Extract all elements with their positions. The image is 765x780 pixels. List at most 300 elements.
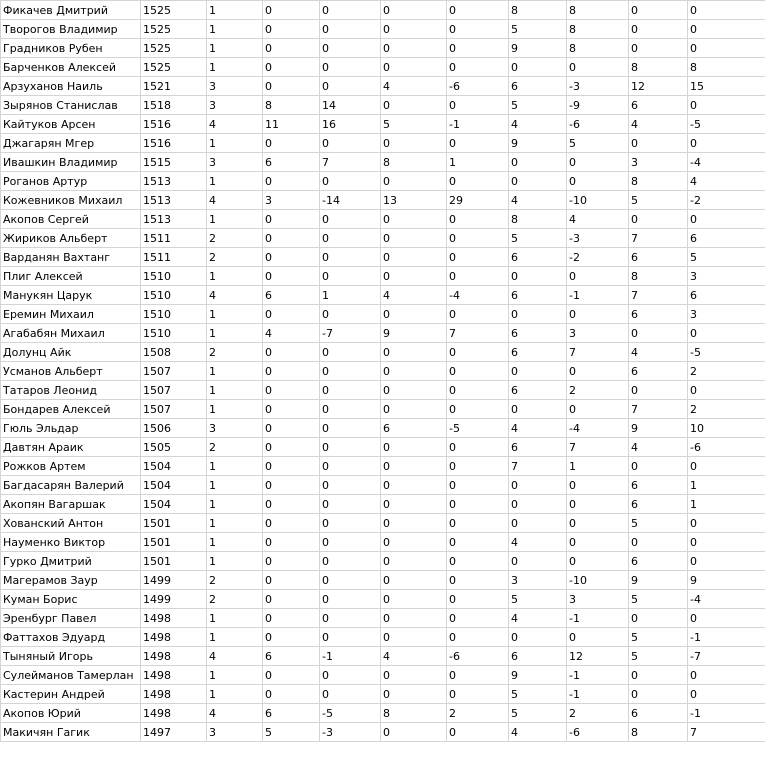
col-5-cell[interactable]: 0 (320, 609, 381, 628)
col-8-cell[interactable]: 6 (509, 248, 567, 267)
player-name-cell[interactable]: Манукян Царук (1, 286, 141, 305)
player-name-cell[interactable]: Гюль Эльдар (1, 419, 141, 438)
table-row[interactable] (1, 400, 765, 419)
col-8-cell[interactable]: 5 (509, 96, 567, 115)
col-9-cell[interactable]: 5 (567, 134, 629, 153)
col-8-cell[interactable]: 6 (509, 77, 567, 96)
col-11-cell[interactable]: 6 (688, 229, 765, 248)
player-name-cell[interactable]: Фикачев Дмитрий (1, 1, 141, 20)
col-9-cell[interactable]: -2 (567, 248, 629, 267)
col-4-cell[interactable]: 0 (263, 39, 320, 58)
col-8-cell[interactable]: 6 (509, 647, 567, 666)
rating-cell[interactable]: 1504 (141, 457, 207, 476)
col-11-cell[interactable]: -1 (688, 704, 765, 723)
col-4-cell[interactable]: 0 (263, 134, 320, 153)
col-8-cell[interactable]: 5 (509, 590, 567, 609)
col-4-cell[interactable]: 0 (263, 229, 320, 248)
col-7-cell[interactable]: 0 (447, 20, 509, 39)
col-5-cell[interactable]: 0 (320, 248, 381, 267)
col-3-cell[interactable]: 4 (207, 647, 263, 666)
table-row[interactable] (1, 96, 765, 115)
col-3-cell[interactable]: 1 (207, 172, 263, 191)
col-3-cell[interactable]: 1 (207, 552, 263, 571)
col-4-cell[interactable]: 0 (263, 248, 320, 267)
col-6-cell[interactable]: 0 (381, 134, 447, 153)
col-8-cell[interactable]: 9 (509, 39, 567, 58)
col-10-cell[interactable]: 0 (629, 39, 688, 58)
col-11-cell[interactable]: 6 (688, 286, 765, 305)
player-name-cell[interactable]: Жириков Альберт (1, 229, 141, 248)
col-7-cell[interactable]: 0 (447, 723, 509, 742)
col-7-cell[interactable]: 0 (447, 267, 509, 286)
col-7-cell[interactable]: 0 (447, 571, 509, 590)
col-9-cell[interactable]: 2 (567, 381, 629, 400)
player-name-cell[interactable]: Макичян Гагик (1, 723, 141, 742)
col-4-cell[interactable]: 0 (263, 571, 320, 590)
table-row[interactable] (1, 381, 765, 400)
col-3-cell[interactable]: 1 (207, 476, 263, 495)
col-3-cell[interactable]: 4 (207, 704, 263, 723)
col-6-cell[interactable]: 4 (381, 647, 447, 666)
col-10-cell[interactable]: 0 (629, 20, 688, 39)
table-row[interactable] (1, 438, 765, 457)
col-6-cell[interactable]: 0 (381, 495, 447, 514)
col-3-cell[interactable]: 1 (207, 362, 263, 381)
col-11-cell[interactable]: 15 (688, 77, 765, 96)
col-11-cell[interactable]: 0 (688, 1, 765, 20)
rating-cell[interactable]: 1504 (141, 495, 207, 514)
col-10-cell[interactable]: 7 (629, 286, 688, 305)
col-9-cell[interactable]: -6 (567, 723, 629, 742)
table-row[interactable] (1, 58, 765, 77)
col-3-cell[interactable]: 1 (207, 58, 263, 77)
rating-cell[interactable]: 1516 (141, 115, 207, 134)
col-6-cell[interactable]: 0 (381, 39, 447, 58)
col-7-cell[interactable]: 0 (447, 552, 509, 571)
col-8-cell[interactable]: 0 (509, 476, 567, 495)
col-9-cell[interactable]: 0 (567, 153, 629, 172)
col-4-cell[interactable]: 8 (263, 96, 320, 115)
col-4-cell[interactable]: 11 (263, 115, 320, 134)
col-6-cell[interactable]: 0 (381, 514, 447, 533)
col-3-cell[interactable]: 3 (207, 723, 263, 742)
col-8-cell[interactable]: 6 (509, 381, 567, 400)
col-3-cell[interactable]: 2 (207, 248, 263, 267)
col-4-cell[interactable]: 0 (263, 590, 320, 609)
col-7-cell[interactable]: 1 (447, 153, 509, 172)
col-5-cell[interactable]: 0 (320, 58, 381, 77)
col-8-cell[interactable]: 5 (509, 704, 567, 723)
col-10-cell[interactable]: 5 (629, 628, 688, 647)
col-10-cell[interactable]: 5 (629, 590, 688, 609)
rating-cell[interactable]: 1508 (141, 343, 207, 362)
col-3-cell[interactable]: 1 (207, 685, 263, 704)
player-name-cell[interactable]: Магерамов Заур (1, 571, 141, 590)
col-3-cell[interactable]: 1 (207, 134, 263, 153)
col-11-cell[interactable]: 0 (688, 609, 765, 628)
rating-cell[interactable]: 1525 (141, 58, 207, 77)
rating-cell[interactable]: 1501 (141, 533, 207, 552)
col-8-cell[interactable]: 0 (509, 628, 567, 647)
col-5-cell[interactable]: 0 (320, 419, 381, 438)
col-7-cell[interactable]: -5 (447, 419, 509, 438)
col-7-cell[interactable]: 0 (447, 134, 509, 153)
col-10-cell[interactable]: 9 (629, 571, 688, 590)
col-11-cell[interactable]: -1 (688, 628, 765, 647)
col-4-cell[interactable]: 0 (263, 305, 320, 324)
col-6-cell[interactable]: 0 (381, 305, 447, 324)
col-9-cell[interactable]: 0 (567, 533, 629, 552)
col-4-cell[interactable]: 0 (263, 609, 320, 628)
col-3-cell[interactable]: 1 (207, 495, 263, 514)
col-4-cell[interactable]: 5 (263, 723, 320, 742)
player-name-cell[interactable]: Кожевников Михаил (1, 191, 141, 210)
col-5-cell[interactable]: 0 (320, 476, 381, 495)
rating-cell[interactable]: 1498 (141, 628, 207, 647)
col-10-cell[interactable]: 4 (629, 438, 688, 457)
col-9-cell[interactable]: 8 (567, 1, 629, 20)
col-9-cell[interactable]: 7 (567, 343, 629, 362)
col-6-cell[interactable]: 0 (381, 685, 447, 704)
col-11-cell[interactable]: 0 (688, 514, 765, 533)
col-9-cell[interactable]: 8 (567, 39, 629, 58)
player-name-cell[interactable]: Акопов Сергей (1, 210, 141, 229)
table-row[interactable] (1, 533, 765, 552)
col-6-cell[interactable]: 0 (381, 533, 447, 552)
rating-cell[interactable]: 1511 (141, 248, 207, 267)
col-10-cell[interactable]: 9 (629, 419, 688, 438)
col-5-cell[interactable]: 0 (320, 666, 381, 685)
table-row[interactable] (1, 476, 765, 495)
col-8-cell[interactable]: 0 (509, 400, 567, 419)
col-5-cell[interactable]: -3 (320, 723, 381, 742)
col-7-cell[interactable]: 0 (447, 438, 509, 457)
col-10-cell[interactable]: 6 (629, 305, 688, 324)
col-4-cell[interactable]: 0 (263, 381, 320, 400)
col-7-cell[interactable]: 0 (447, 685, 509, 704)
col-3-cell[interactable]: 1 (207, 381, 263, 400)
col-5-cell[interactable]: 0 (320, 1, 381, 20)
col-11-cell[interactable]: 0 (688, 96, 765, 115)
player-name-cell[interactable]: Зырянов Станислав (1, 96, 141, 115)
col-6-cell[interactable]: 0 (381, 96, 447, 115)
col-6-cell[interactable]: 0 (381, 666, 447, 685)
col-3-cell[interactable]: 1 (207, 1, 263, 20)
col-6-cell[interactable]: 0 (381, 571, 447, 590)
col-3-cell[interactable]: 2 (207, 571, 263, 590)
rating-cell[interactable]: 1498 (141, 685, 207, 704)
col-5-cell[interactable]: 0 (320, 514, 381, 533)
rating-cell[interactable]: 1510 (141, 286, 207, 305)
col-6-cell[interactable]: 0 (381, 400, 447, 419)
rating-cell[interactable]: 1518 (141, 96, 207, 115)
col-9-cell[interactable]: 0 (567, 628, 629, 647)
col-10-cell[interactable]: 0 (629, 457, 688, 476)
col-3-cell[interactable]: 1 (207, 666, 263, 685)
col-6-cell[interactable]: 13 (381, 191, 447, 210)
player-name-cell[interactable]: Арзуханов Наиль (1, 77, 141, 96)
col-4-cell[interactable]: 0 (263, 628, 320, 647)
table-row[interactable] (1, 628, 765, 647)
col-10-cell[interactable]: 6 (629, 704, 688, 723)
col-5-cell[interactable]: 0 (320, 571, 381, 590)
col-6-cell[interactable]: 0 (381, 343, 447, 362)
col-5-cell[interactable]: 0 (320, 533, 381, 552)
rating-cell[interactable]: 1498 (141, 647, 207, 666)
player-name-cell[interactable]: Агабабян Михаил (1, 324, 141, 343)
rating-cell[interactable]: 1499 (141, 590, 207, 609)
col-11-cell[interactable]: -7 (688, 647, 765, 666)
col-5-cell[interactable]: 0 (320, 457, 381, 476)
table-row[interactable] (1, 324, 765, 343)
col-5-cell[interactable]: 0 (320, 39, 381, 58)
table-row[interactable] (1, 343, 765, 362)
col-4-cell[interactable]: 6 (263, 153, 320, 172)
table-row[interactable] (1, 305, 765, 324)
col-3-cell[interactable]: 1 (207, 210, 263, 229)
col-11-cell[interactable]: 0 (688, 457, 765, 476)
col-11-cell[interactable]: 1 (688, 476, 765, 495)
rating-cell[interactable]: 1507 (141, 381, 207, 400)
table-row[interactable] (1, 39, 765, 58)
col-6-cell[interactable]: 0 (381, 210, 447, 229)
col-8-cell[interactable]: 7 (509, 457, 567, 476)
col-8-cell[interactable]: 0 (509, 58, 567, 77)
col-3-cell[interactable]: 3 (207, 77, 263, 96)
col-5-cell[interactable]: -5 (320, 704, 381, 723)
col-5-cell[interactable]: 14 (320, 96, 381, 115)
col-5-cell[interactable]: 0 (320, 685, 381, 704)
col-4-cell[interactable]: 0 (263, 58, 320, 77)
rating-cell[interactable]: 1521 (141, 77, 207, 96)
col-9-cell[interactable]: -1 (567, 685, 629, 704)
col-7-cell[interactable]: 0 (447, 343, 509, 362)
col-5-cell[interactable]: -7 (320, 324, 381, 343)
col-7-cell[interactable]: 0 (447, 39, 509, 58)
col-3-cell[interactable]: 3 (207, 96, 263, 115)
col-8-cell[interactable]: 0 (509, 514, 567, 533)
table-row[interactable] (1, 172, 765, 191)
player-name-cell[interactable]: Джагарян Мгер (1, 134, 141, 153)
col-10-cell[interactable]: 8 (629, 172, 688, 191)
col-6-cell[interactable]: 4 (381, 77, 447, 96)
col-7-cell[interactable]: -1 (447, 115, 509, 134)
col-5-cell[interactable]: 0 (320, 628, 381, 647)
col-6-cell[interactable]: 0 (381, 172, 447, 191)
col-4-cell[interactable]: 0 (263, 685, 320, 704)
col-5-cell[interactable]: 0 (320, 438, 381, 457)
col-10-cell[interactable]: 0 (629, 134, 688, 153)
col-9-cell[interactable]: 3 (567, 324, 629, 343)
col-7-cell[interactable]: 0 (447, 58, 509, 77)
col-8-cell[interactable]: 4 (509, 115, 567, 134)
col-9-cell[interactable]: -4 (567, 419, 629, 438)
col-9-cell[interactable]: 4 (567, 210, 629, 229)
col-9-cell[interactable]: 2 (567, 704, 629, 723)
col-7-cell[interactable]: 0 (447, 590, 509, 609)
table-row[interactable] (1, 191, 765, 210)
col-11-cell[interactable]: -5 (688, 115, 765, 134)
col-4-cell[interactable]: 0 (263, 267, 320, 286)
col-3-cell[interactable]: 1 (207, 514, 263, 533)
col-9-cell[interactable]: -1 (567, 286, 629, 305)
col-7-cell[interactable]: 0 (447, 96, 509, 115)
rating-cell[interactable]: 1507 (141, 400, 207, 419)
player-name-cell[interactable]: Эренбург Павел (1, 609, 141, 628)
col-5-cell[interactable]: 0 (320, 495, 381, 514)
player-name-cell[interactable]: Усманов Альберт (1, 362, 141, 381)
col-3-cell[interactable]: 2 (207, 438, 263, 457)
col-5-cell[interactable]: 0 (320, 20, 381, 39)
col-11-cell[interactable]: 0 (688, 666, 765, 685)
col-9-cell[interactable]: 0 (567, 58, 629, 77)
col-9-cell[interactable]: 0 (567, 514, 629, 533)
col-4-cell[interactable]: 6 (263, 647, 320, 666)
player-name-cell[interactable]: Градников Рубен (1, 39, 141, 58)
col-5-cell[interactable]: 0 (320, 381, 381, 400)
col-9-cell[interactable]: -6 (567, 115, 629, 134)
col-4-cell[interactable]: 0 (263, 343, 320, 362)
rating-cell[interactable]: 1501 (141, 514, 207, 533)
col-9-cell[interactable]: 3 (567, 590, 629, 609)
player-name-cell[interactable]: Науменко Виктор (1, 533, 141, 552)
col-10-cell[interactable]: 6 (629, 96, 688, 115)
col-8-cell[interactable]: 4 (509, 723, 567, 742)
col-5-cell[interactable]: 16 (320, 115, 381, 134)
col-8-cell[interactable]: 5 (509, 229, 567, 248)
table-row[interactable] (1, 286, 765, 305)
col-3-cell[interactable]: 1 (207, 20, 263, 39)
col-4-cell[interactable]: 6 (263, 704, 320, 723)
rating-cell[interactable]: 1525 (141, 20, 207, 39)
col-4-cell[interactable]: 0 (263, 362, 320, 381)
col-3-cell[interactable]: 4 (207, 115, 263, 134)
col-7-cell[interactable]: 0 (447, 533, 509, 552)
col-6-cell[interactable]: 6 (381, 419, 447, 438)
col-8-cell[interactable]: 4 (509, 609, 567, 628)
col-11-cell[interactable]: -5 (688, 343, 765, 362)
rating-cell[interactable]: 1501 (141, 552, 207, 571)
col-11-cell[interactable]: -2 (688, 191, 765, 210)
col-6-cell[interactable]: 5 (381, 115, 447, 134)
col-5-cell[interactable]: 0 (320, 172, 381, 191)
col-3-cell[interactable]: 1 (207, 324, 263, 343)
table-row[interactable] (1, 571, 765, 590)
col-11-cell[interactable]: 0 (688, 381, 765, 400)
col-8-cell[interactable]: 5 (509, 685, 567, 704)
rating-cell[interactable]: 1511 (141, 229, 207, 248)
col-11-cell[interactable]: 0 (688, 552, 765, 571)
col-8-cell[interactable]: 6 (509, 438, 567, 457)
col-10-cell[interactable]: 7 (629, 400, 688, 419)
col-10-cell[interactable]: 8 (629, 58, 688, 77)
col-10-cell[interactable]: 3 (629, 153, 688, 172)
col-11-cell[interactable]: 2 (688, 400, 765, 419)
col-9-cell[interactable]: -10 (567, 571, 629, 590)
col-9-cell[interactable]: 0 (567, 552, 629, 571)
col-4-cell[interactable]: 0 (263, 552, 320, 571)
col-11-cell[interactable]: 1 (688, 495, 765, 514)
col-8-cell[interactable]: 4 (509, 533, 567, 552)
col-9-cell[interactable]: 0 (567, 476, 629, 495)
table-row[interactable] (1, 20, 765, 39)
col-8-cell[interactable]: 8 (509, 210, 567, 229)
rating-cell[interactable]: 1525 (141, 39, 207, 58)
rating-cell[interactable]: 1516 (141, 134, 207, 153)
col-8-cell[interactable]: 8 (509, 1, 567, 20)
col-3-cell[interactable]: 2 (207, 590, 263, 609)
col-4-cell[interactable]: 0 (263, 400, 320, 419)
col-6-cell[interactable]: 8 (381, 153, 447, 172)
table-row[interactable] (1, 210, 765, 229)
col-11-cell[interactable]: -4 (688, 153, 765, 172)
table-row[interactable] (1, 647, 765, 666)
col-8-cell[interactable]: 6 (509, 324, 567, 343)
col-6-cell[interactable]: 0 (381, 381, 447, 400)
rating-cell[interactable]: 1510 (141, 324, 207, 343)
col-7-cell[interactable]: 0 (447, 305, 509, 324)
col-6-cell[interactable]: 0 (381, 229, 447, 248)
col-5-cell[interactable]: -1 (320, 647, 381, 666)
col-7-cell[interactable]: 0 (447, 628, 509, 647)
col-11-cell[interactable]: 4 (688, 172, 765, 191)
col-11-cell[interactable]: 0 (688, 134, 765, 153)
col-7-cell[interactable]: 0 (447, 381, 509, 400)
col-5-cell[interactable]: 7 (320, 153, 381, 172)
col-8-cell[interactable]: 5 (509, 20, 567, 39)
col-8-cell[interactable]: 0 (509, 495, 567, 514)
player-name-cell[interactable]: Акопов Юрий (1, 704, 141, 723)
col-4-cell[interactable]: 3 (263, 191, 320, 210)
rating-cell[interactable]: 1506 (141, 419, 207, 438)
col-7-cell[interactable]: 7 (447, 324, 509, 343)
player-name-cell[interactable]: Татаров Леонид (1, 381, 141, 400)
col-4-cell[interactable]: 0 (263, 495, 320, 514)
rating-cell[interactable]: 1513 (141, 210, 207, 229)
rating-cell[interactable]: 1505 (141, 438, 207, 457)
col-6-cell[interactable]: 0 (381, 628, 447, 647)
col-5-cell[interactable]: 0 (320, 229, 381, 248)
col-5-cell[interactable]: 0 (320, 362, 381, 381)
col-4-cell[interactable]: 6 (263, 286, 320, 305)
col-3-cell[interactable]: 1 (207, 305, 263, 324)
col-8-cell[interactable]: 0 (509, 267, 567, 286)
col-4-cell[interactable]: 0 (263, 514, 320, 533)
table-row[interactable] (1, 590, 765, 609)
col-11-cell[interactable]: 0 (688, 20, 765, 39)
player-name-cell[interactable]: Кайтуков Арсен (1, 115, 141, 134)
col-6-cell[interactable]: 0 (381, 457, 447, 476)
col-8-cell[interactable]: 4 (509, 419, 567, 438)
col-4-cell[interactable]: 0 (263, 438, 320, 457)
player-name-cell[interactable]: Хованский Антон (1, 514, 141, 533)
col-4-cell[interactable]: 0 (263, 457, 320, 476)
player-name-cell[interactable]: Гурко Дмитрий (1, 552, 141, 571)
table-row[interactable] (1, 723, 765, 742)
table-row[interactable] (1, 457, 765, 476)
col-8-cell[interactable]: 6 (509, 343, 567, 362)
player-name-cell[interactable]: Фаттахов Эдуард (1, 628, 141, 647)
player-name-cell[interactable]: Сулейманов Тамерлан (1, 666, 141, 685)
col-5-cell[interactable]: 0 (320, 267, 381, 286)
rating-cell[interactable]: 1510 (141, 267, 207, 286)
rating-cell[interactable]: 1525 (141, 1, 207, 20)
col-10-cell[interactable]: 0 (629, 685, 688, 704)
col-3-cell[interactable]: 1 (207, 533, 263, 552)
col-6-cell[interactable]: 0 (381, 362, 447, 381)
col-7-cell[interactable]: 0 (447, 229, 509, 248)
col-7-cell[interactable]: 0 (447, 609, 509, 628)
